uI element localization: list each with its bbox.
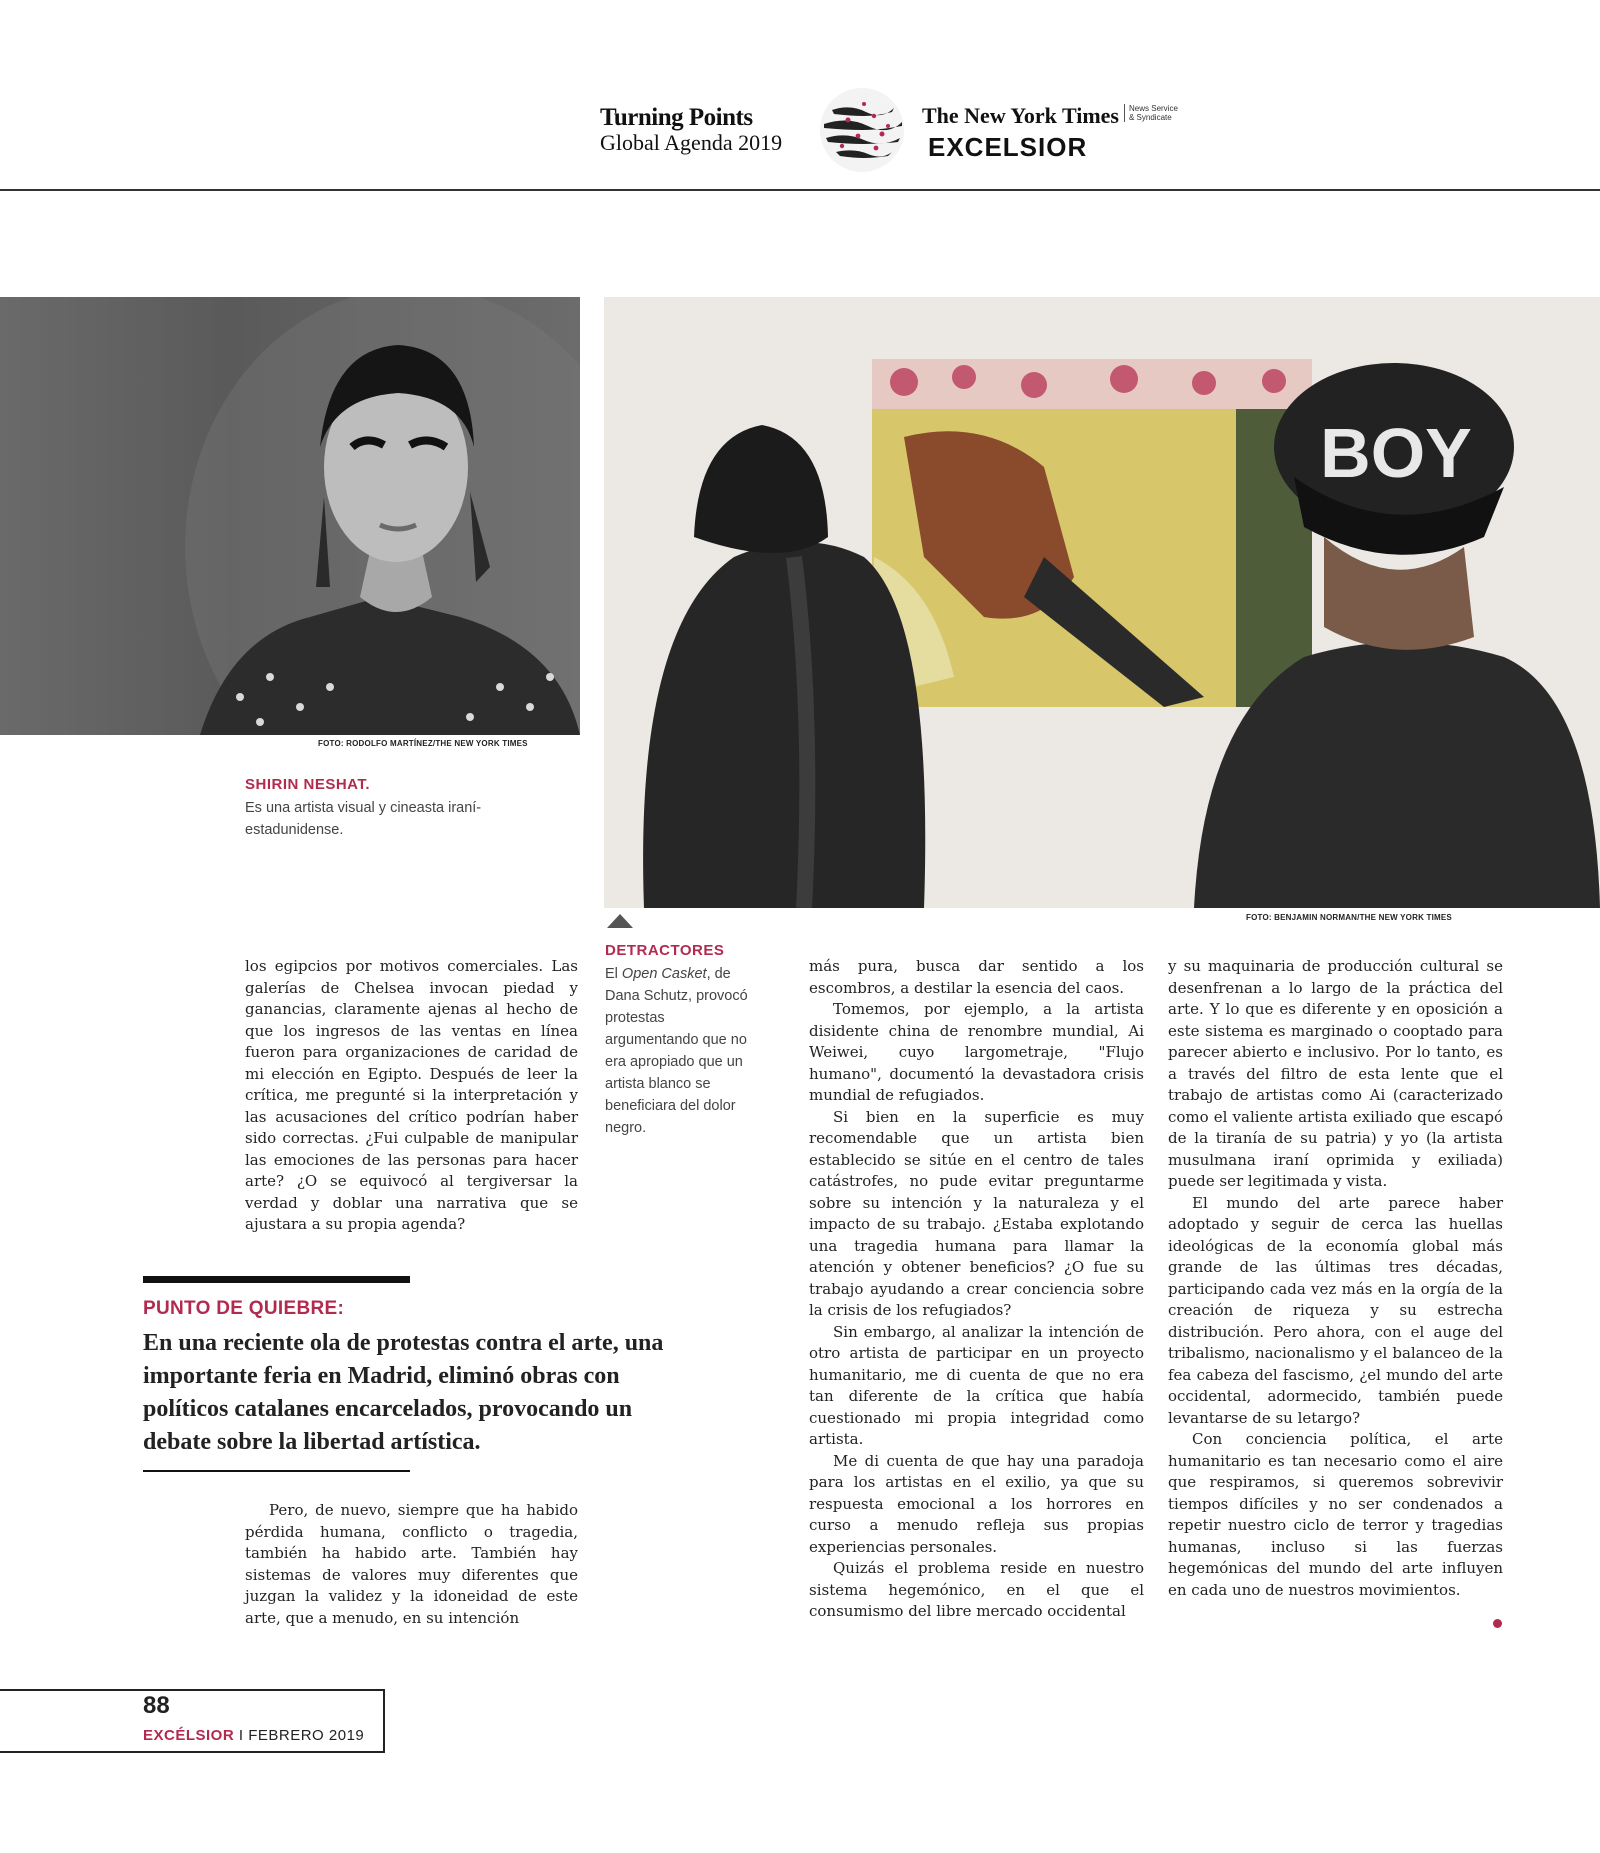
pull-quote-title: PUNTO DE QUIEBRE: bbox=[143, 1298, 345, 1319]
footer-brand: EXCÉLSIOR bbox=[143, 1727, 235, 1744]
nyt-logo: The New York Times bbox=[922, 103, 1119, 128]
gallery-caption-title: DETRACTORES bbox=[605, 942, 725, 959]
caption-pointer-icon bbox=[607, 914, 633, 928]
portrait-caption-text: Es una artista visual y cineasta iraní-estadunidense. bbox=[245, 800, 482, 838]
cap-lettering: BOY bbox=[1320, 414, 1472, 492]
pull-quote-rule-bottom bbox=[143, 1470, 410, 1472]
gallery-credit: FOTO: BENJAMIN NORMAN/THE NEW YORK TIMES bbox=[1246, 913, 1452, 922]
gallery-illustration bbox=[604, 297, 1600, 908]
portrait-caption-title: SHIRIN NESHAT. bbox=[245, 776, 371, 793]
turning-points-title: Turning Points bbox=[600, 104, 753, 131]
portrait-credit: FOTO: RODOLFO MARTÍNEZ/THE NEW YORK TIMES bbox=[318, 739, 528, 748]
portrait-photo bbox=[0, 297, 580, 735]
artwork-title: Open Casket bbox=[621, 966, 707, 982]
column-4-text: y su maquinaria de producción cultural se desenfrenan a lo largo de la práctica del arte. Y lo que es diferente y en oposición a este sistema es marginado o cooptado para parecer abierto e inclusivo. Por lo tanto, es a través del filtro de esta lente que el trabajo de artistas como Ai (caracterizado como el valiente artista exiliado que escapó de la tiranía de su patria) y yo (la artista musulmana iraní oprimida y exiliada) puede ser legitimada y vista. El mundo del arte parece haber adoptado y seguir de cerca las huellas ideológicas de la economía global más grande de las últimas tres décadas, participando cada vez más en la orgía de la creación de riqueza y su estrecha distribución. Pero ahora, con el auge del tribalismo, nacionalismo y el balanceo de la fea cabeza del fascismo, ¿el mundo del arte occidental, adormecido, también puede levantarse de su letargo? Con conciencia política, el arte humanitario es tan necesario como el aire que respiramos, si queremos sobrevivir tiempos difíciles y no ser condenados a repetir nuestro ciclo de terror y tragedias humanas, incluso si las fuerzas hegemónicas del mundo del arte influyen en cada uno de nuestros movimientos. bbox=[1168, 957, 1503, 1599]
footer-issue-line: EXCÉLSIOR I FEBRERO 2019 bbox=[143, 1727, 365, 1744]
page-number: 88 bbox=[143, 1692, 170, 1719]
turning-points-logo-icon bbox=[818, 86, 906, 174]
column-1-bottom-text: Pero, de nuevo, siempre que ha habido pérdida humana, conflicto o tragedia, también ha habido arte. También hay sistemas de valores muy diferentes que juzgan la validez y la idoneidad de este arte, que a menudo, en su intención bbox=[245, 1501, 578, 1627]
footer-issue: FEBRERO 2019 bbox=[248, 1727, 365, 1744]
pull-quote-text: En una reciente ola de protestas contra el arte, una importante feria en Madrid, eliminó obras con políticos catalanes encarcelados, provocando un debate sobre la libertad artística. bbox=[143, 1330, 664, 1455]
pull-quote-rule-top bbox=[143, 1276, 410, 1283]
end-mark-icon bbox=[1493, 1619, 1502, 1628]
header-rule bbox=[0, 189, 1600, 191]
portrait-illustration bbox=[0, 297, 580, 735]
excelsior-logo: EXCELSIOR bbox=[928, 132, 1088, 162]
gallery-photo bbox=[604, 297, 1600, 908]
gallery-caption-text: El Open Casket, de Dana Schutz, provocó protestas argumentando que no era apropiado que un artista blanco se beneficiara del dolor negro. bbox=[605, 966, 748, 1136]
column-3-text: más pura, busca dar sentido a los escombros, a destilar la esencia del caos. Tomemos, por ejemplo, a la artista disidente china de renombre mundial, Ai Weiwei, cuyo largometraje, "Flujo humano", documentó la devastadora crisis mundial de refugiados. Si bien en la superficie es muy recomendable que un artista bien establecido se sitúe en el centro de tales catástrofes, no pude evitar preguntarme sobre su intención y la naturaleza y el impacto de su trabajo. ¿Estaba explotando una tragedia humana para llamar la atención y obtener beneficios? ¿O fue su trabajo ayudando a crear conciencia sobre la crisis de los refugiados? Sin embargo, al analizar la intención de otro artista de participar en un proyecto humanitario, me di cuenta de que no era tan diferente de la crítica que había cuestionado mi propia integridad como artista. Me di cuenta de que hay una paradoja para los artistas en el exilio, ya que su respuesta emocional a los horrores en curso a menudo refleja sus propias experiencias personales. Quizás el problema reside en nuestro sistema hegemónico, en el que el consumismo del libre mercado occidental bbox=[809, 957, 1144, 1620]
global-agenda-subtitle: Global Agenda 2019 bbox=[600, 130, 783, 155]
column-1-top-text: los egipcios por motivos comerciales. Las galerías de Chelsea invocan piedad y ganancias, claramente ajenas al hecho de que los ingresos de las ventas en línea fueron para organizaciones de caridad de mi elección en Egipto. Después de leer la crítica, me pregunté si la interpretación y las acusaciones del crítico podrían haber sido correctas. ¿Fui culpable de manipular las emociones de las personas para hacer arte? ¿O se equivocó al tergiversar la verdad y doblar una narrativa que se ajustara a su propia agenda? bbox=[245, 957, 578, 1233]
nyt-tagline: News Service & Syndicate bbox=[1124, 104, 1189, 122]
